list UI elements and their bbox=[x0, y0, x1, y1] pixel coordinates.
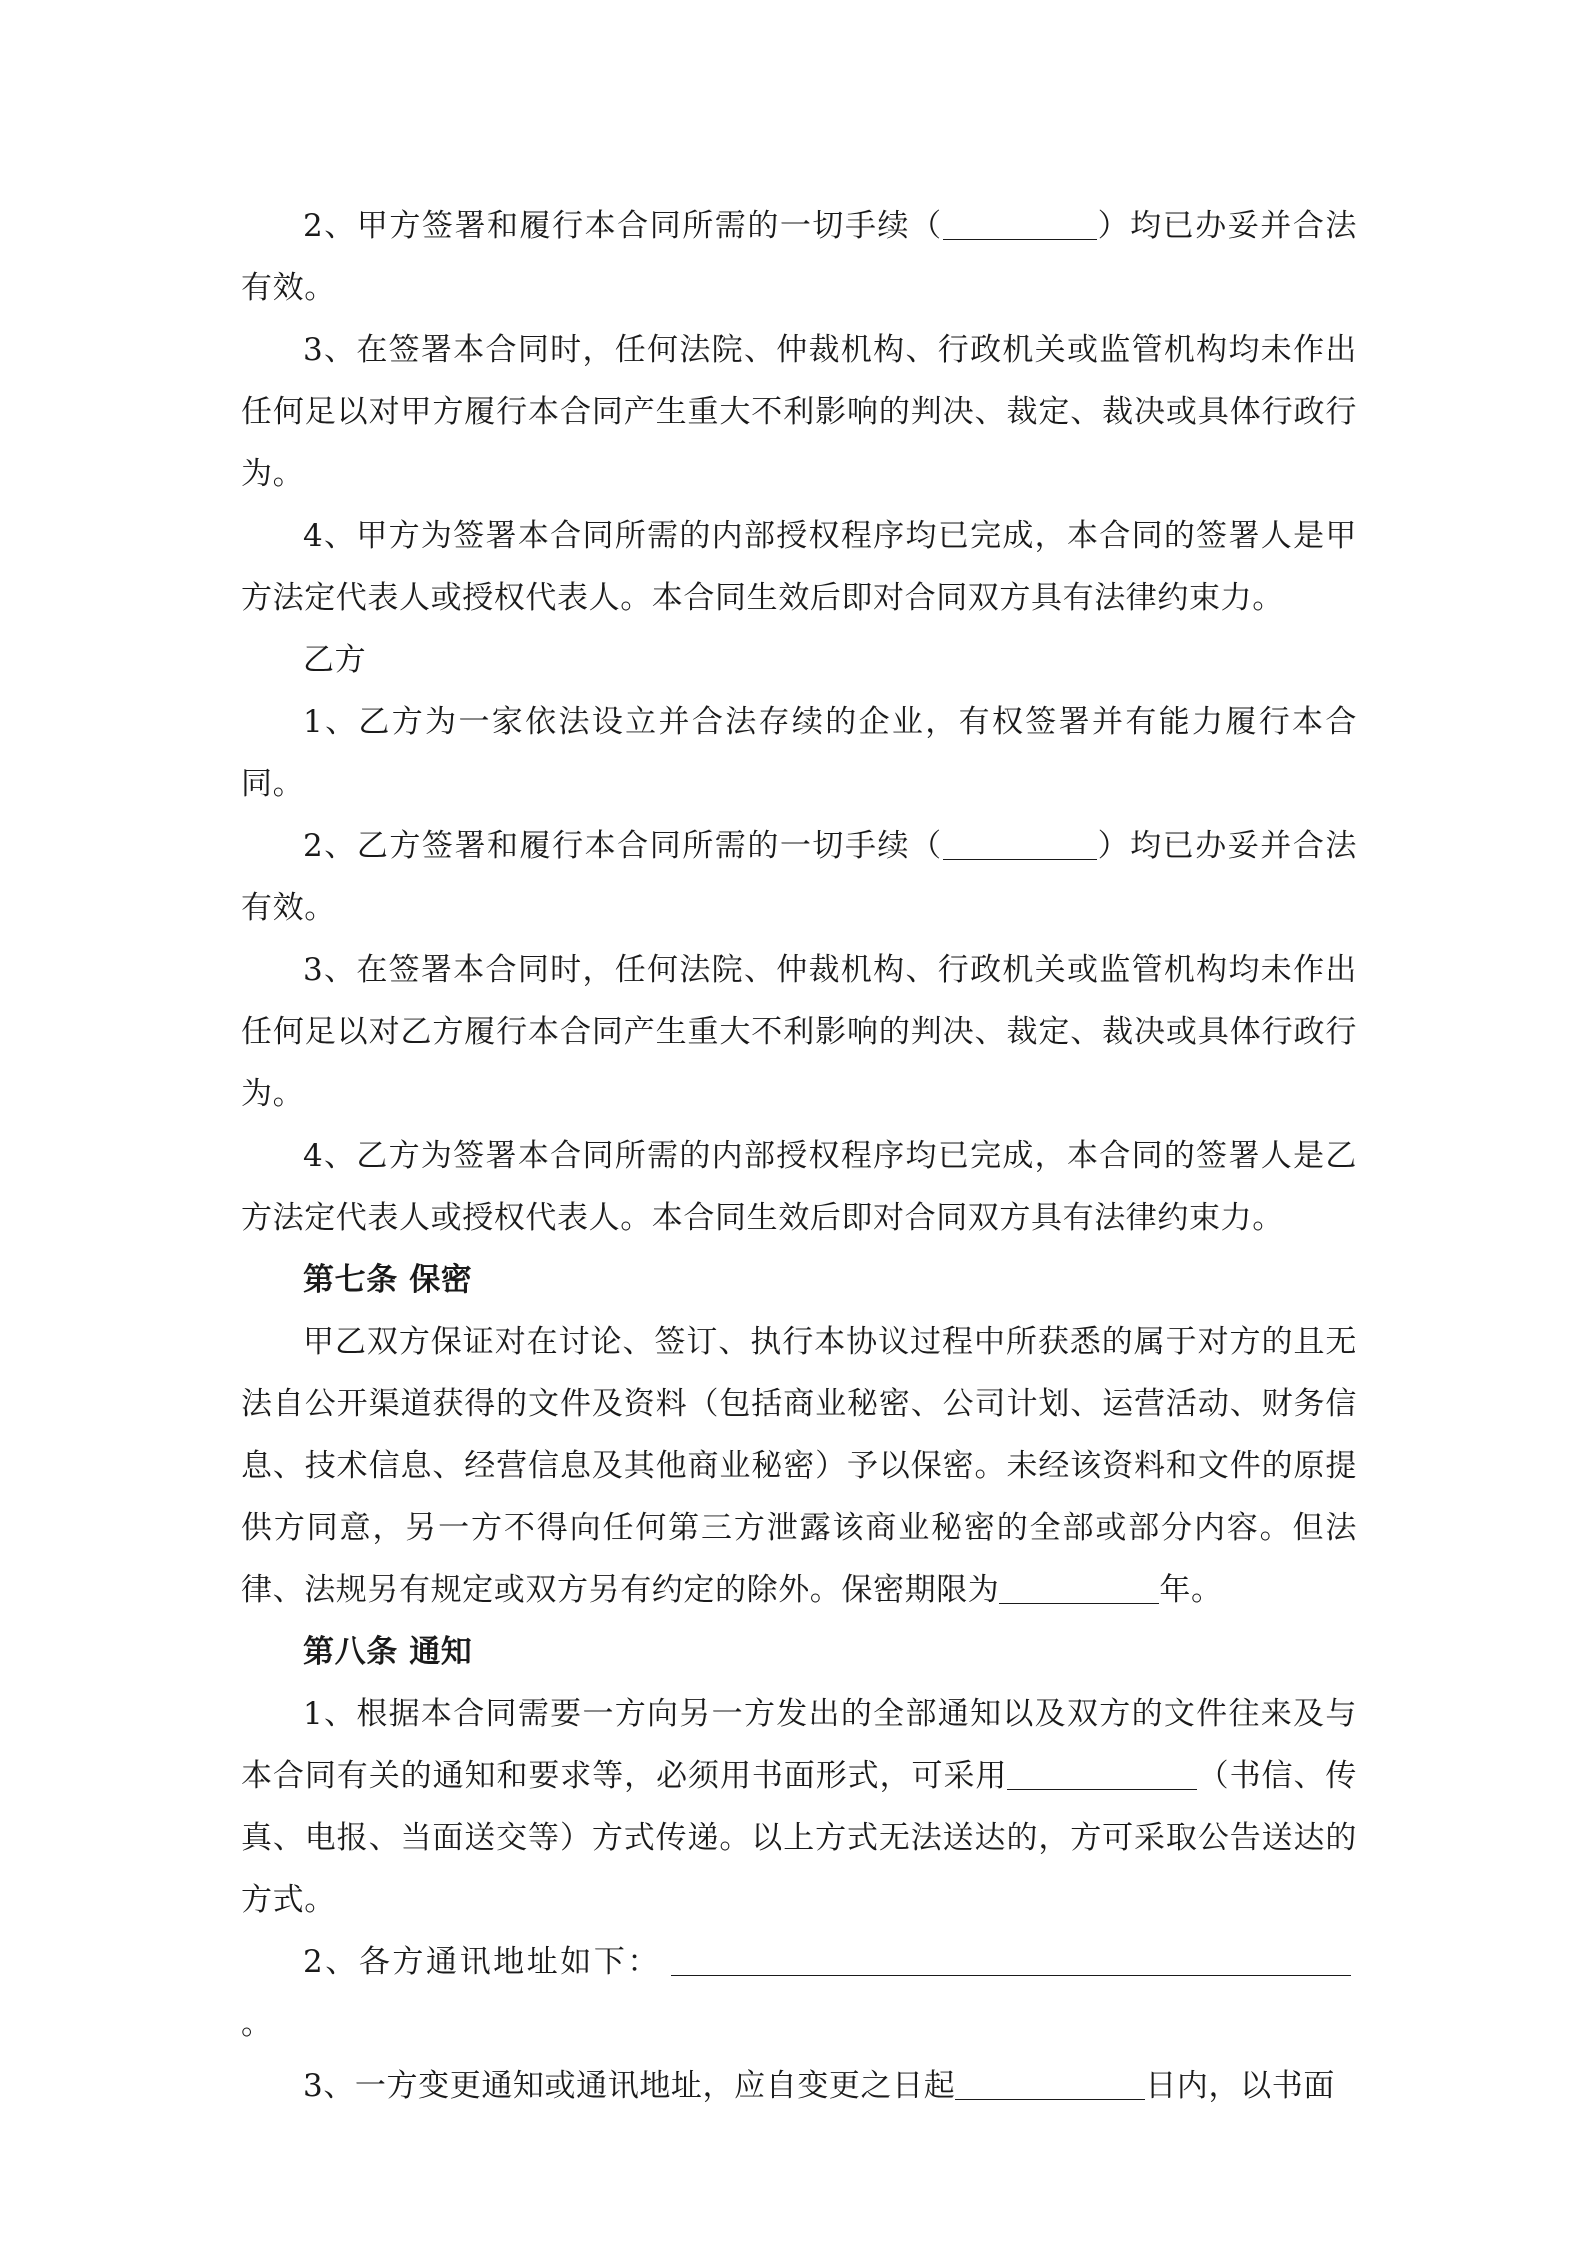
address-blank-field[interactable] bbox=[671, 1945, 1351, 1976]
blank-field[interactable] bbox=[943, 209, 1097, 240]
article-8-item-2: 2、各方通讯地址如下：。 bbox=[241, 1931, 1357, 2055]
article-8-heading: 第八条 通知 bbox=[303, 1634, 473, 1670]
blank-field[interactable] bbox=[955, 2069, 1145, 2100]
jia-item-3: 3、在签署本合同时，任何法院、仲裁机构、行政机关或监管机构均未作出任何足以对甲方履行本合同产生重大不利影响的判决、裁定、裁决或具体行政行为。 bbox=[241, 332, 1357, 492]
blank-field[interactable] bbox=[1007, 1759, 1197, 1790]
party-yi-label: 乙方 bbox=[303, 642, 367, 678]
yi-item-4: 4、乙方为签署本合同所需的内部授权程序均已完成，本合同的签署人是乙方法定代表人或授权代表人。本合同生效后即对合同双方具有法律约束力。 bbox=[241, 1138, 1357, 1236]
article-8-item-1: 1、根据本合同需要一方向另一方发出的全部通知以及双方的文件往来及与本合同有关的通知和要求等，必须用书面形式，可采用 （书信、传真、电报、当面送交等）方式传递。以上方式无法送达的，方可采取公告送达的方式。 bbox=[241, 1696, 1357, 1918]
blank-field[interactable] bbox=[943, 829, 1097, 860]
yi-item-1: 1、乙方为一家依法设立并合法存续的企业，有权签署并有能力履行本合同。 bbox=[241, 704, 1357, 802]
yi-item-3: 3、在签署本合同时，任何法院、仲裁机构、行政机关或监管机构均未作出任何足以对乙方履行本合同产生重大不利影响的判决、裁定、裁决或具体行政行为。 bbox=[241, 952, 1357, 1112]
jia-item-2: 2、甲方签署和履行本合同所需的一切手续（ ）均已办妥并合法有效。 bbox=[241, 208, 1357, 306]
blank-field[interactable] bbox=[999, 1573, 1159, 1604]
article-8-item-3: 3、一方变更通知或通讯地址，应自变更之日起 日内，以书面 bbox=[303, 2068, 1335, 2104]
article-7-body: 甲乙双方保证对在讨论、签订、执行本协议过程中所获悉的属于对方的且无法自公开渠道获得的文件及资料（包括商业秘密、公司计划、运营活动、财务信息、技术信息、经营信息及其他商业秘密）予以保密。未经该资料和文件的原提供方同意，另一方不得向任何第三方泄露该商业秘密的全部或部分内容。但法律、法规另有规定或双方另有约定的除外。保密期限为 年。 bbox=[241, 1324, 1357, 1608]
yi-item-2: 2、乙方签署和履行本合同所需的一切手续（ ）均已办妥并合法有效。 bbox=[241, 828, 1357, 926]
article-7-heading: 第七条 保密 bbox=[303, 1262, 473, 1298]
document-page bbox=[241, 195, 1357, 2117]
jia-item-4: 4、甲方为签署本合同所需的内部授权程序均已完成，本合同的签署人是甲方法定代表人或授权代表人。本合同生效后即对合同双方具有法律约束力。 bbox=[241, 518, 1357, 616]
